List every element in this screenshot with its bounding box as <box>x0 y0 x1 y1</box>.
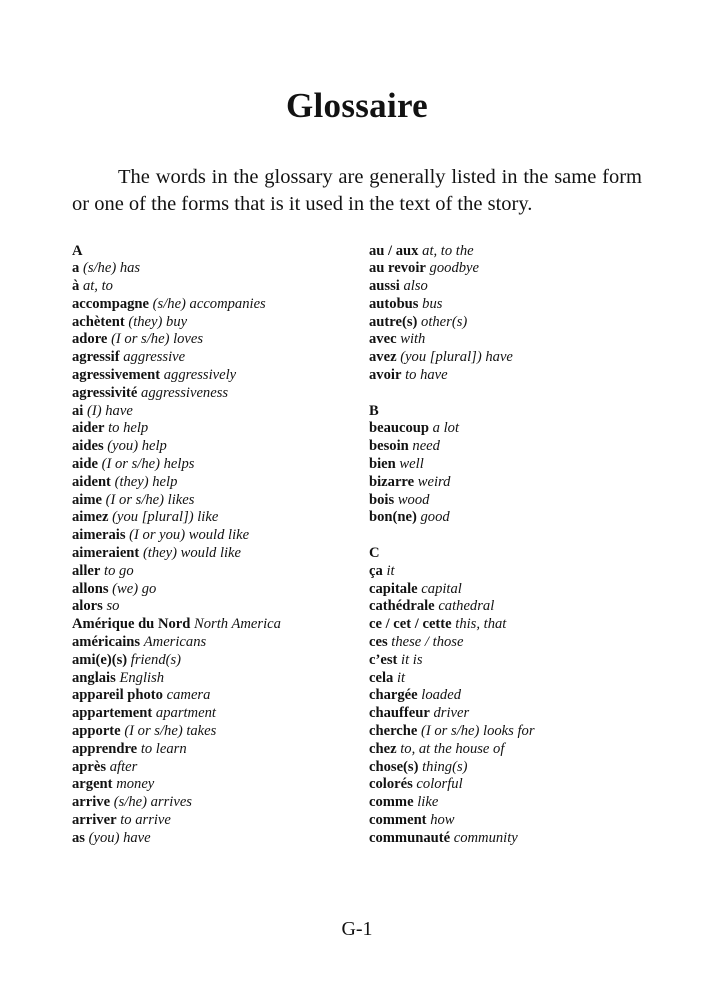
glossary-entry <box>72 652 369 670</box>
entry-term: chose(s) <box>369 758 419 775</box>
glossary-entry <box>72 492 369 510</box>
glossary-entry <box>72 527 369 545</box>
entry-term: après <box>72 758 107 775</box>
entry-definition: at, to the <box>422 242 474 259</box>
page-number: G-1 <box>341 918 373 940</box>
entry-definition: weird <box>417 473 451 490</box>
entry-definition: (you) have <box>88 829 151 846</box>
entry-term: aller <box>72 562 101 579</box>
entry-term: avez <box>369 349 397 366</box>
entry-term: argent <box>72 776 113 793</box>
glossary-entry <box>369 420 642 438</box>
glossary-entry <box>72 812 369 830</box>
glossary-entry <box>72 367 369 385</box>
glossary-entry <box>72 687 369 705</box>
column-spacer <box>369 527 642 545</box>
entry-definition: (I or s/he) loves <box>111 331 204 348</box>
entry-definition: like <box>417 794 439 811</box>
glossary-entry <box>369 723 642 741</box>
entry-definition: how <box>430 812 455 828</box>
entry-definition: English <box>119 669 165 686</box>
entry-term: Amérique du Nord <box>72 616 191 633</box>
entry-definition: (we) go <box>112 580 157 597</box>
entry-definition: (I or s/he) likes <box>105 491 195 508</box>
entry-definition: to arrive <box>120 812 171 828</box>
entry-definition: (they) buy <box>128 313 188 330</box>
entry-term: anglais <box>72 669 116 686</box>
glossary-entry <box>72 723 369 741</box>
entry-definition: colorful <box>416 776 463 793</box>
column-spacer <box>369 385 642 403</box>
entry-term: allons <box>72 580 109 597</box>
entry-definition: (I or s/he) looks for <box>421 723 535 740</box>
entry-definition: (they) help <box>114 473 178 490</box>
glossary-entry <box>369 776 642 794</box>
glossary-entry <box>369 759 642 777</box>
entry-definition: money <box>116 776 155 793</box>
entry-definition: camera <box>166 687 211 704</box>
entry-term: aide <box>72 456 98 473</box>
entry-term: au revoir <box>369 260 426 277</box>
glossary-entry <box>72 759 369 777</box>
glossary-entry <box>72 349 369 367</box>
entry-term: apprendre <box>72 740 138 757</box>
entry-term: accompagne <box>72 295 150 312</box>
glossary-entry <box>72 420 369 438</box>
entry-term: ai <box>72 402 84 419</box>
entry-definition: aggressively <box>163 367 237 384</box>
entry-definition: (I or you) would like <box>129 527 250 544</box>
section-letter: A <box>72 242 83 259</box>
entry-definition: so <box>106 598 120 615</box>
glossary-entry <box>369 634 642 652</box>
glossary-entry <box>72 581 369 599</box>
entry-definition: need <box>412 438 440 455</box>
entry-term: avoir <box>369 367 402 384</box>
entry-definition: good <box>420 509 450 526</box>
glossary-column-right <box>369 243 642 848</box>
glossary-entry <box>72 385 369 403</box>
glossary-entry <box>72 670 369 688</box>
glossary-entry <box>72 296 369 314</box>
entry-definition: wood <box>397 491 430 508</box>
entry-term: aime <box>72 491 102 508</box>
glossary-entry <box>369 581 642 599</box>
entry-term: ce / cet / cette <box>369 616 452 633</box>
entry-definition: (I or s/he) helps <box>101 456 195 473</box>
glossary-entry <box>369 438 642 456</box>
entry-term: comment <box>369 812 427 828</box>
entry-definition: cathedral <box>438 598 495 615</box>
glossary-entry <box>369 598 642 616</box>
glossary-entry <box>369 509 642 527</box>
entry-term: ça <box>369 562 383 579</box>
entry-term: besoin <box>369 438 409 455</box>
entry-definition: to go <box>104 562 134 579</box>
entry-term: aimez <box>72 509 109 526</box>
entry-definition: apartment <box>155 705 216 722</box>
entry-term: aident <box>72 473 111 490</box>
glossary-entry <box>72 474 369 492</box>
entry-term: autobus <box>369 295 419 312</box>
entry-term: as <box>72 829 85 846</box>
entry-definition: (you) help <box>107 438 167 455</box>
glossary-entry <box>369 474 642 492</box>
entry-definition: well <box>399 456 424 473</box>
entry-definition: this, that <box>455 616 507 633</box>
glossary-entry <box>72 741 369 759</box>
entry-term: achètent <box>72 313 125 330</box>
entry-term: bon(ne) <box>369 509 417 526</box>
glossary-entry <box>369 296 642 314</box>
glossary-entry <box>72 830 369 848</box>
glossary-entry <box>369 812 642 830</box>
entry-term: capitale <box>369 580 418 597</box>
entry-term: comme <box>369 794 414 811</box>
glossary-entry <box>72 260 369 278</box>
entry-definition: thing(s) <box>422 758 468 775</box>
glossary-entry <box>369 260 642 278</box>
glossary-entry <box>72 403 369 421</box>
entry-term: apporte <box>72 723 121 740</box>
entry-definition: a lot <box>432 420 460 437</box>
entry-definition: to learn <box>140 740 187 757</box>
glossary-entry <box>72 278 369 296</box>
glossary-entry <box>72 616 369 634</box>
entry-definition: also <box>403 278 428 295</box>
glossary-entry <box>369 314 642 332</box>
entry-definition: (s/he) has <box>82 260 141 277</box>
entry-definition: at, to <box>82 278 113 295</box>
entry-term: aussi <box>369 278 400 295</box>
glossary-entry <box>72 634 369 652</box>
glossary-entry <box>369 741 642 759</box>
glossary-entry <box>369 794 642 812</box>
entry-term: aimerais <box>72 527 126 544</box>
entry-definition: to have <box>405 367 448 384</box>
entry-definition: (s/he) arrives <box>113 794 192 811</box>
entry-term: arrive <box>72 794 111 811</box>
entry-term: chargée <box>369 687 418 704</box>
entry-term: colorés <box>369 776 413 793</box>
glossary-entry <box>369 616 642 634</box>
entry-definition: to, at the house of <box>400 740 505 757</box>
entry-definition: driver <box>433 705 470 722</box>
entry-definition: loaded <box>421 687 462 704</box>
section-letter: B <box>369 402 379 419</box>
entry-term: cathédrale <box>369 598 435 615</box>
entry-definition: these / those <box>391 634 464 651</box>
section-letter: C <box>369 545 380 562</box>
entry-term: aimeraient <box>72 545 140 562</box>
glossary-entry <box>72 331 369 349</box>
entry-definition: capital <box>421 580 462 597</box>
entry-definition: with <box>400 331 426 348</box>
entry-definition: (they) would like <box>142 545 242 562</box>
entry-term: avec <box>369 331 397 348</box>
glossary-entry <box>72 438 369 456</box>
glossary-column-left <box>72 243 369 848</box>
glossary-entry <box>72 705 369 723</box>
glossary-entry <box>72 509 369 527</box>
entry-term: cela <box>369 669 394 686</box>
entry-term: appareil photo <box>72 687 163 704</box>
intro-paragraph: The words in the glossary are generally listed in the same form or one of the forms that is it used in the text of the story. <box>72 166 642 216</box>
entry-term: à <box>72 278 80 295</box>
entry-term: bien <box>369 456 396 473</box>
entry-term: communauté <box>369 829 451 846</box>
glossary-entry <box>369 349 642 367</box>
entry-term: chez <box>369 740 397 757</box>
entry-term: ami(e)(s) <box>72 651 128 668</box>
glossary-entry <box>72 598 369 616</box>
entry-term: arriver <box>72 812 117 828</box>
entry-term: c’est <box>369 651 398 668</box>
glossary-entry <box>369 243 642 261</box>
entry-definition: North America <box>194 616 281 633</box>
entry-definition: (I or s/he) takes <box>124 723 217 740</box>
entry-term: beaucoup <box>369 420 430 437</box>
glossary-entry <box>72 776 369 794</box>
glossary-entry <box>369 492 642 510</box>
entry-term: alors <box>72 598 103 615</box>
entry-definition: (I) have <box>87 402 133 419</box>
glossary-entry <box>369 456 642 474</box>
glossary-entry <box>369 670 642 688</box>
glossary-entry <box>369 705 642 723</box>
entry-term: adore <box>72 331 108 348</box>
entry-term: bizarre <box>369 473 415 490</box>
entry-definition: (you [plural]) like <box>112 509 219 526</box>
entry-definition: it <box>386 562 395 579</box>
entry-term: appartement <box>72 705 153 722</box>
entry-definition: (s/he) accompanies <box>152 295 266 312</box>
page-title: Glossaire <box>285 86 429 125</box>
entry-term: agressivité <box>72 384 138 401</box>
glossary-entry <box>369 687 642 705</box>
entry-definition: aggressiveness <box>141 384 229 401</box>
glossary-entry <box>72 545 369 563</box>
glossary-entry <box>369 652 642 670</box>
glossary-entry <box>72 456 369 474</box>
entry-term: américains <box>72 634 141 651</box>
entry-definition: bus <box>422 295 443 312</box>
glossary-entry <box>369 367 642 385</box>
glossary-columns <box>72 243 642 848</box>
glossary-entry <box>369 278 642 296</box>
entry-definition: goodbye <box>429 260 479 277</box>
entry-term: bois <box>369 491 395 508</box>
glossary-entry <box>72 314 369 332</box>
entry-term: agressivement <box>72 367 161 384</box>
glossary-entry <box>369 830 642 848</box>
entry-definition: friend(s) <box>130 651 182 668</box>
entry-term: a <box>72 260 80 277</box>
entry-term: ces <box>369 634 388 651</box>
glossary-entry <box>369 331 642 349</box>
entry-definition: Americans <box>143 634 207 651</box>
entry-definition: community <box>453 829 518 846</box>
entry-term: aides <box>72 438 104 455</box>
entry-definition: after <box>109 758 138 775</box>
entry-term: aider <box>72 420 105 437</box>
entry-definition: to help <box>108 420 149 437</box>
entry-term: chauffeur <box>369 705 430 722</box>
entry-definition: aggressive <box>123 349 186 366</box>
glossary-entry <box>72 563 369 581</box>
entry-term: au / aux <box>369 242 419 259</box>
entry-term: cherche <box>369 723 418 740</box>
entry-definition: (you [plural]) have <box>400 349 513 366</box>
entry-definition: it is <box>401 651 423 668</box>
entry-definition: other(s) <box>421 313 468 330</box>
glossary-entry <box>72 794 369 812</box>
entry-term: agressif <box>72 349 120 366</box>
entry-term: autre(s) <box>369 313 418 330</box>
glossary-entry <box>369 563 642 581</box>
entry-definition: it <box>396 669 406 686</box>
